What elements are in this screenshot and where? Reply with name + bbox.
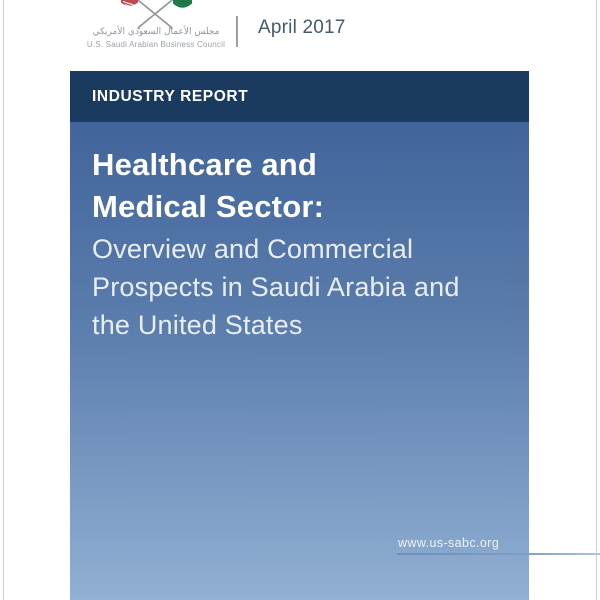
- website-url: www.us-sabc.org: [398, 536, 500, 550]
- org-name-english: U.S. Saudi Arabian Business Council: [86, 40, 226, 49]
- page-left-edge: [3, 0, 4, 600]
- report-subtitle: [92, 230, 512, 344]
- header-divider: [236, 16, 238, 47]
- cover-panel: [70, 122, 529, 600]
- title-line-2: Medical Sector:: [92, 189, 325, 224]
- issue-date: April 2017: [258, 17, 346, 38]
- report-type-label: INDUSTRY REPORT: [92, 87, 249, 105]
- title-line-1: Healthcare and: [92, 147, 318, 182]
- report-type-banner: [70, 71, 529, 122]
- subtitle-line-3: the United States: [92, 310, 303, 340]
- subtitle-line-1: Overview and Commercial: [92, 234, 414, 264]
- page-right-edge: [596, 0, 597, 600]
- footer-rule: [397, 553, 600, 555]
- report-title: [92, 144, 324, 228]
- org-name-arabic: مجلس الأعمال السعودي الأمريكي: [92, 27, 220, 37]
- subtitle-line-2: Prospects in Saudi Arabia and: [92, 272, 460, 302]
